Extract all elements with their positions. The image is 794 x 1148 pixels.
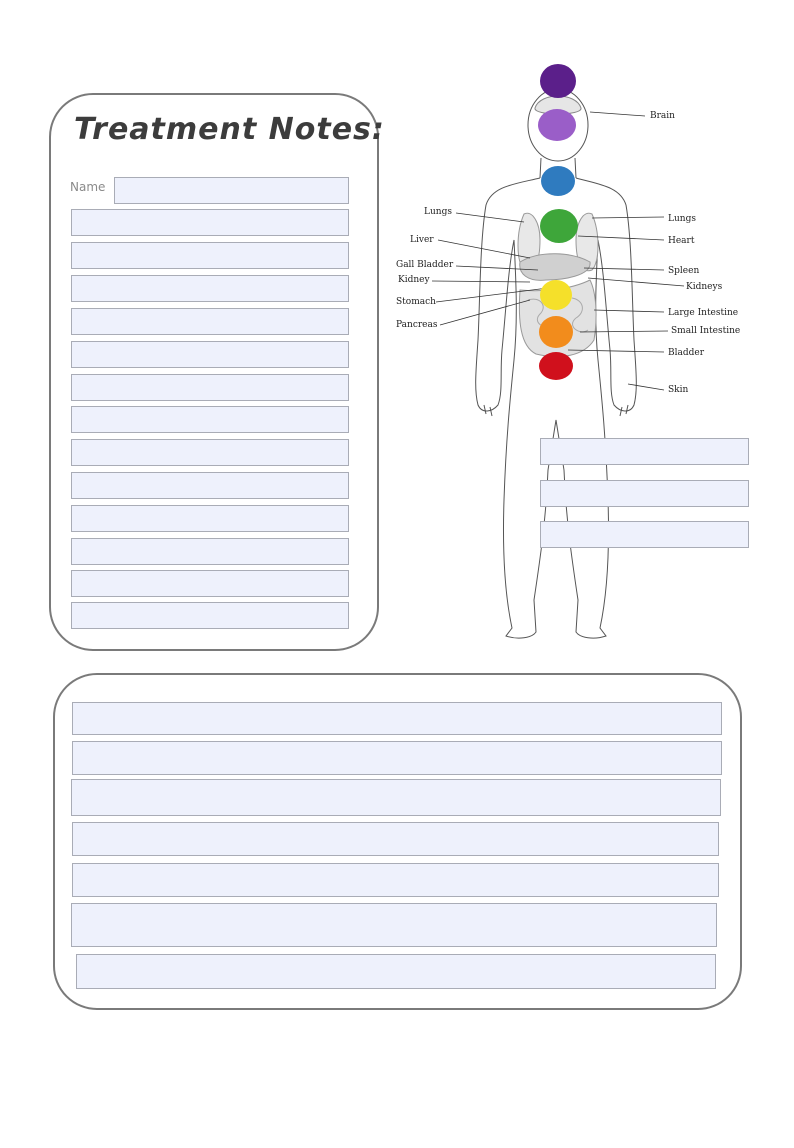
organ-label-lungs-left: Lungs	[424, 207, 452, 217]
organ-label-kidneys: Kidneys	[686, 282, 723, 292]
solar-plexus-chakra-circle	[540, 280, 572, 310]
organ-label-lungs-right: Lungs	[668, 214, 696, 224]
bottom-line-5[interactable]	[72, 863, 719, 897]
bottom-line-4[interactable]	[72, 822, 719, 856]
bottom-line-1[interactable]	[72, 702, 722, 735]
organ-label-bladder: Bladder	[668, 348, 705, 358]
organ-label-small-intestine: Small Intestine	[671, 326, 741, 336]
bottom-line-6[interactable]	[71, 903, 717, 947]
organ-label-large-intestine: Large Intestine	[668, 308, 739, 318]
organ-label-spleen: Spleen	[668, 266, 700, 276]
side-field-2[interactable]	[540, 480, 749, 507]
liver-shape	[520, 254, 590, 281]
organ-label-gall-bladder: Gall Bladder	[396, 260, 454, 270]
organ-label-skin: Skin	[668, 385, 689, 395]
organ-label-stomach: Stomach	[396, 297, 436, 307]
crown-chakra-circle	[540, 64, 576, 98]
page-title: Treatment Notes:	[74, 112, 385, 147]
organ-label-pancreas: Pancreas	[396, 320, 438, 330]
side-field-3[interactable]	[540, 521, 749, 548]
sacral-chakra-circle	[539, 316, 573, 348]
organ-label-brain: Brain	[650, 111, 675, 121]
side-field-1[interactable]	[540, 438, 749, 465]
organ-label-heart: Heart	[668, 236, 695, 246]
bottom-line-2[interactable]	[72, 741, 722, 775]
torso-outline	[476, 178, 637, 638]
third-eye-chakra-circle	[538, 109, 576, 141]
throat-chakra-circle	[541, 166, 575, 196]
root-chakra-circle	[539, 352, 573, 380]
organ-label-kidney: Kidney	[398, 275, 430, 285]
organ-label-liver: Liver	[410, 235, 434, 245]
heart-chakra-circle	[540, 209, 578, 243]
fingers-outline	[484, 405, 628, 416]
bottom-line-7[interactable]	[76, 954, 716, 989]
name-label: Name	[70, 180, 106, 194]
bottom-line-3[interactable]	[71, 779, 721, 816]
